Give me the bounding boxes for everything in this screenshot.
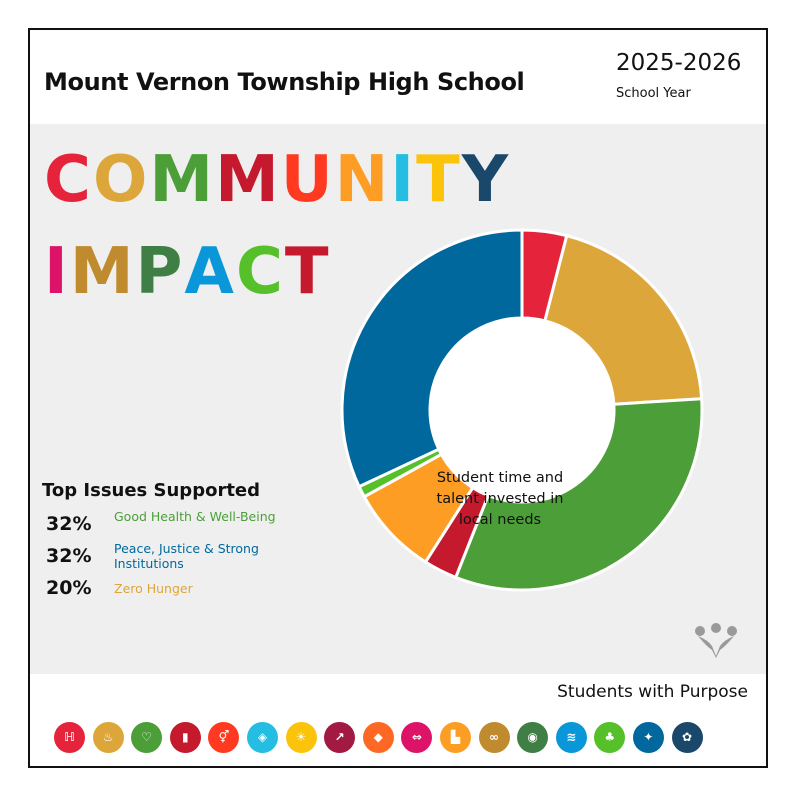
donut-chart xyxy=(30,124,768,674)
school-year-label: School Year xyxy=(616,86,691,101)
impact-letter: C xyxy=(235,235,285,309)
infographic-frame xyxy=(28,28,768,768)
decent-work-icon: ↗ xyxy=(324,722,355,753)
sustainable-cities-icon: ▙ xyxy=(440,722,471,753)
community-letter: C xyxy=(44,143,93,217)
school-name: Mount Vernon Township High School xyxy=(44,68,525,96)
top-issue-label: Zero Hunger xyxy=(114,581,193,596)
zero-hunger-icon: ♨ xyxy=(93,722,124,753)
life-on-land-icon: ♣ xyxy=(594,722,625,753)
top-issue-percent: 32% xyxy=(46,545,92,567)
top-issue-label: Peace, Justice & Strong Institutions xyxy=(114,541,259,571)
top-issues-heading: Top Issues Supported xyxy=(42,480,261,501)
community-letter: O xyxy=(92,143,150,217)
community-letter: I xyxy=(390,143,417,217)
impact-panel xyxy=(30,124,766,674)
impact-letter: A xyxy=(184,235,236,309)
community-letter: U xyxy=(280,143,335,217)
school-year: 2025-2026 xyxy=(616,50,742,76)
reduced-inequalities-icon: ⇔ xyxy=(401,722,432,753)
climate-action-icon: ◉ xyxy=(517,722,548,753)
community-letter: M xyxy=(149,143,216,217)
industry-innovation-icon: ◆ xyxy=(363,722,394,753)
gender-equality-icon: ⚥ xyxy=(208,722,239,753)
clean-water-icon: ◈ xyxy=(247,722,278,753)
header xyxy=(30,30,766,124)
community-letter: M xyxy=(215,143,281,217)
students-with-purpose-logo-icon xyxy=(694,620,738,660)
impact-letter: P xyxy=(135,235,185,309)
life-below-water-icon: ≋ xyxy=(556,722,587,753)
sdg-icon-row xyxy=(54,722,710,756)
community-letter: N xyxy=(334,143,391,217)
no-poverty-icon: ℍ xyxy=(54,722,85,753)
impact-letter: M xyxy=(69,235,136,309)
community-letter: T xyxy=(416,143,462,217)
community-letter: Y xyxy=(461,143,511,217)
top-issue-percent: 32% xyxy=(46,513,92,535)
quality-education-icon: ▮ xyxy=(170,722,201,753)
clean-energy-icon: ☀ xyxy=(286,722,317,753)
footer-tagline: Students with Purpose xyxy=(557,682,748,702)
partnerships-icon: ✿ xyxy=(672,722,703,753)
peace-justice-icon: ✦ xyxy=(633,722,664,753)
top-issue-label: Good Health & Well-Being xyxy=(114,509,276,524)
responsible-consumption-icon: ∞ xyxy=(479,722,510,753)
impact-letter: I xyxy=(44,235,70,309)
donut-center-text: Student time and talent invested in local needs xyxy=(436,470,564,528)
impact-letter: T xyxy=(284,235,331,309)
good-health-icon: ♡ xyxy=(131,722,162,753)
top-issue-percent: 20% xyxy=(46,577,92,599)
